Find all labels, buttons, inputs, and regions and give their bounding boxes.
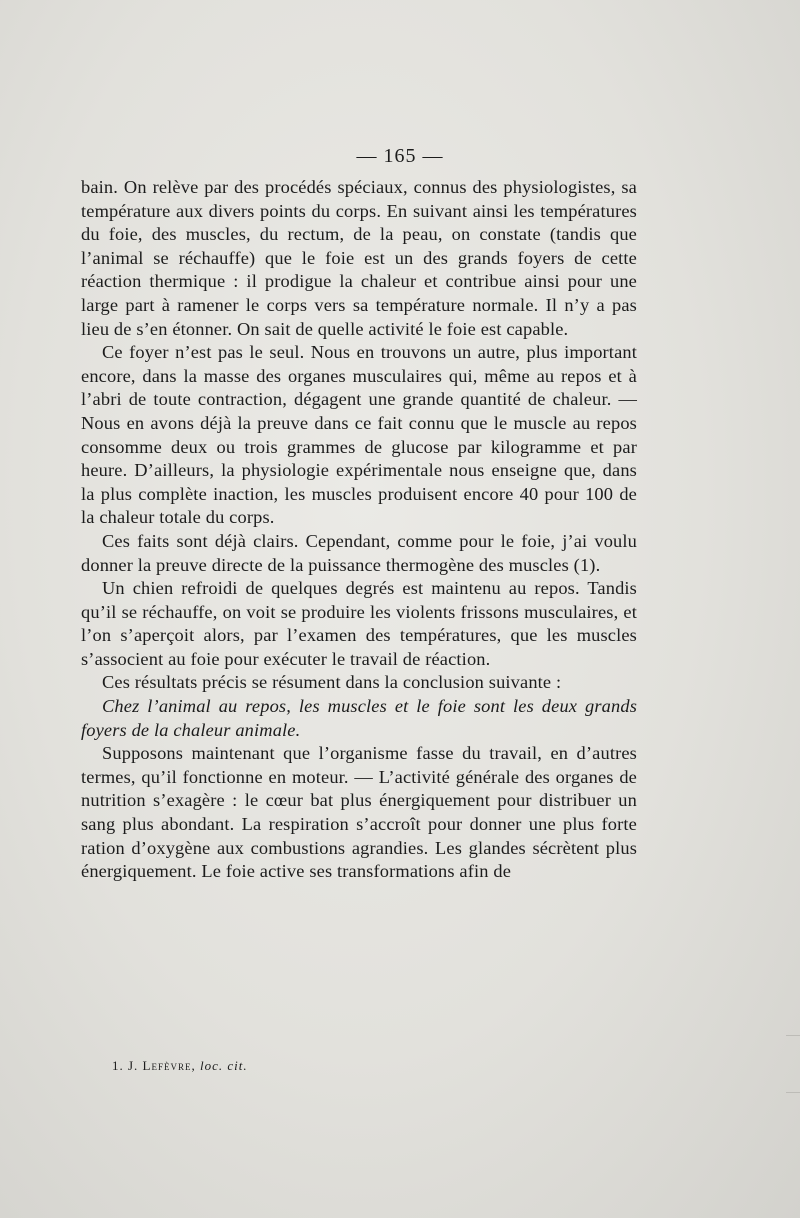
conclusion-paragraph: Chez l’animal au repos, les muscles et le foie sont les deux grands foyers de la chaleur animale. — [81, 696, 637, 740]
body-text — [81, 176, 637, 884]
footnote-reference: loc. cit. — [200, 1058, 248, 1073]
footnote-author: J. Lefèvre, — [128, 1058, 196, 1073]
paragraph-3: Ces faits sont déjà clairs. Cependant, comme pour le foie, j’ai voulu donner la preuve directe de la puissance thermogène des muscles (1). — [81, 530, 637, 575]
margin-mark — [786, 1092, 800, 1093]
paragraph-1: bain. On relève par des procédés spéciaux, connus des physiologistes, sa température aux divers points du corps. En suivant ainsi les températures du foie, des muscles, du rectum, de la peau, on constate (tandis que l’animal se réchauffe) que le foie est un des grands foyers de cette réaction thermique : il prodigue la chaleur et contribue ainsi pour une large part à ramener le corps vers sa température normale. Il n’y a pas lieu de s’en étonner. On sait de quelle activité le foie est capable. — [81, 177, 637, 339]
paragraph-5: Ces résultats précis se résument dans la conclusion suivante : — [102, 672, 562, 693]
paragraph-2: Ce foyer n’est pas le seul. Nous en trouvons un autre, plus important encore, dans la masse des organes musculaires qui, même au repos et à l’abri de toute contraction, dégagent une grande quantité de chaleur. — Nous en avons déjà la preuve dans ce fait connu que le muscle au repos consomme deux ou trois grammes de glucose par kilogramme et par heure. D’ailleurs, la physiologie expérimentale nous enseigne que, dans la plus complète inaction, les muscles produisent encore 40 pour 100 de la chaleur totale du corps. — [81, 342, 637, 528]
paragraph-4: Un chien refroidi de quelques degrés est maintenu au repos. Tandis qu’il se réchauffe, on voit se produire les violents frissons musculaires, et l’on s’aperçoit alors, par l’examen des températures, que les muscles s’associent au foie pour exécuter le travail de réaction. — [81, 578, 637, 669]
footnote-number: 1. — [112, 1058, 124, 1073]
footnote — [112, 1058, 248, 1074]
paragraph-7: Supposons maintenant que l’organisme fasse du travail, en d’autres termes, qu’il fonctionne en moteur. — L’activité générale des organes de nutrition s’exagère : le cœur bat plus énergiquement pour distribuer un sang plus abondant. La respiration s’accroît pour donner une plus forte ration d’oxygène aux combustions agrandies. Les glandes sécrètent plus énergiquement. Le foie active ses transformations afin de — [81, 743, 637, 882]
page-number: — 165 — — [356, 145, 444, 167]
margin-mark — [786, 1035, 800, 1036]
